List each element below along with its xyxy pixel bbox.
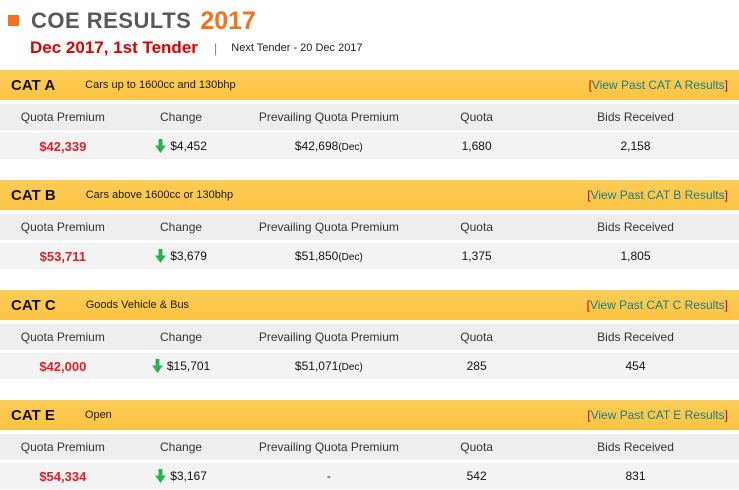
table-header-row	[0, 214, 739, 240]
next-tender-label: Next Tender - 20 Dec 2017	[231, 42, 363, 54]
change-amount: $15,701	[166, 359, 211, 373]
category-header-bar	[0, 180, 739, 210]
view-past-results-label: View Past CAT A Results	[591, 78, 725, 92]
column-header-quota: Quota	[460, 440, 493, 454]
down-arrow-icon	[152, 359, 163, 373]
change-cell	[126, 139, 237, 153]
quota-value: 542	[466, 469, 487, 483]
category-block	[0, 400, 739, 489]
column-header-prevailing-quota-premium: Prevailing Quota Premium	[258, 330, 399, 344]
column-header-quota-premium: Quota Premium	[20, 110, 105, 124]
link-bracket-close: ]	[724, 78, 728, 92]
link-bracket-open: [	[588, 78, 592, 92]
view-past-results-link[interactable]	[587, 408, 728, 422]
column-header-quota-premium: Quota Premium	[20, 220, 105, 234]
category-description: Open	[84, 409, 112, 421]
change-amount: $3,679	[170, 249, 207, 263]
link-bracket-open: [	[587, 188, 591, 202]
quota-premium-value: $42,339	[39, 138, 87, 154]
category-name: CAT A	[11, 76, 56, 94]
title-line	[8, 6, 739, 36]
column-header-prevailing-quota-premium: Prevailing Quota Premium	[258, 440, 399, 454]
category-blocks	[0, 70, 739, 489]
column-header-prevailing-quota-premium: Prevailing Quota Premium	[258, 220, 399, 234]
view-past-results-label: View Past CAT C Results	[589, 298, 725, 312]
prevailing-premium-cell	[236, 469, 421, 483]
table-data-row	[0, 353, 739, 379]
column-header-bids-received: Bids Received	[597, 440, 674, 454]
change-cell	[126, 249, 237, 263]
view-past-results-label: View Past CAT E Results	[590, 408, 725, 422]
column-header-change: Change	[160, 110, 203, 124]
category-name: CAT C	[11, 296, 56, 314]
column-header-bids-received: Bids Received	[597, 220, 674, 234]
square-bullet-icon	[8, 15, 19, 26]
table-data-row	[0, 463, 739, 489]
category-header-bar	[0, 290, 739, 320]
table-data-row	[0, 133, 739, 159]
current-tender-label: Dec 2017, 1st Tender	[30, 38, 198, 57]
link-bracket-close: ]	[724, 188, 728, 202]
view-past-results-link[interactable]	[589, 78, 728, 92]
change-wrap	[126, 359, 237, 373]
column-header-quota: Quota	[460, 220, 493, 234]
prevailing-premium-cell	[236, 249, 421, 263]
prevailing-premium-month: (Dec)	[338, 252, 363, 263]
quota-premium-value: $42,000	[39, 358, 87, 374]
tender-info-line	[30, 38, 739, 58]
table-header-row	[0, 434, 739, 460]
bids-received-value: 2,158	[620, 139, 651, 153]
bids-received-value: 831	[625, 469, 646, 483]
category-description: Cars above 1600cc or 130bhp	[85, 189, 234, 201]
category-block	[0, 290, 739, 379]
prevailing-premium-cell	[236, 139, 421, 153]
view-past-results-link[interactable]	[587, 188, 728, 202]
prevailing-premium-value: $42,698	[294, 139, 339, 153]
column-header-change: Change	[160, 440, 203, 454]
quota-premium-value: $53,711	[39, 248, 86, 264]
down-arrow-icon	[155, 139, 166, 153]
prevailing-premium-month: (Dec)	[338, 362, 363, 373]
category-description: Goods Vehicle & Bus	[85, 299, 190, 311]
table-header-row	[0, 324, 739, 350]
view-past-results-link[interactable]	[587, 298, 728, 312]
view-past-results-label: View Past CAT B Results	[590, 188, 725, 202]
page-title-year: 2017	[200, 6, 256, 35]
change-wrap	[126, 249, 237, 263]
column-header-quota: Quota	[460, 110, 493, 124]
table-header-row	[0, 104, 739, 130]
quota-value: 1,680	[461, 139, 492, 153]
change-amount: $4,452	[170, 139, 207, 153]
category-header-bar	[0, 400, 739, 430]
category-block	[0, 70, 739, 159]
change-amount: $3,167	[170, 469, 207, 483]
bids-received-value: 1,805	[620, 249, 651, 263]
change-cell	[126, 359, 237, 373]
prevailing-premium-value: -	[326, 469, 331, 483]
column-header-quota-premium: Quota Premium	[20, 330, 105, 344]
separator: |	[213, 40, 218, 56]
link-bracket-close: ]	[724, 298, 728, 312]
down-arrow-icon	[155, 469, 166, 483]
column-header-quota-premium: Quota Premium	[20, 440, 105, 454]
link-bracket-close: ]	[724, 408, 728, 422]
quota-premium-value: $54,334	[39, 468, 87, 484]
prevailing-premium-cell	[236, 359, 421, 373]
category-name: CAT E	[11, 406, 55, 424]
category-name: CAT B	[11, 186, 56, 204]
category-block	[0, 180, 739, 269]
change-cell	[126, 469, 237, 483]
column-header-quota: Quota	[460, 330, 493, 344]
quota-value: 1,375	[461, 249, 492, 263]
column-header-bids-received: Bids Received	[597, 110, 674, 124]
prevailing-premium-month: (Dec)	[338, 142, 363, 153]
down-arrow-icon	[155, 249, 166, 263]
column-header-bids-received: Bids Received	[597, 330, 674, 344]
change-wrap	[126, 139, 237, 153]
quota-value: 285	[466, 359, 487, 373]
prevailing-premium-value: $51,850	[294, 249, 339, 263]
column-header-prevailing-quota-premium: Prevailing Quota Premium	[258, 110, 399, 124]
page-header	[0, 0, 739, 58]
change-wrap	[126, 469, 237, 483]
prevailing-premium-value: $51,071	[294, 359, 339, 373]
page-title: COE RESULTS	[31, 8, 192, 33]
link-bracket-open: [	[587, 408, 591, 422]
table-data-row	[0, 243, 739, 269]
link-bracket-open: [	[586, 298, 590, 312]
category-header-bar	[0, 70, 739, 100]
column-header-change: Change	[160, 220, 203, 234]
bids-received-value: 454	[625, 359, 646, 373]
category-description: Cars up to 1600cc and 130bhp	[85, 79, 236, 91]
column-header-change: Change	[160, 330, 203, 344]
